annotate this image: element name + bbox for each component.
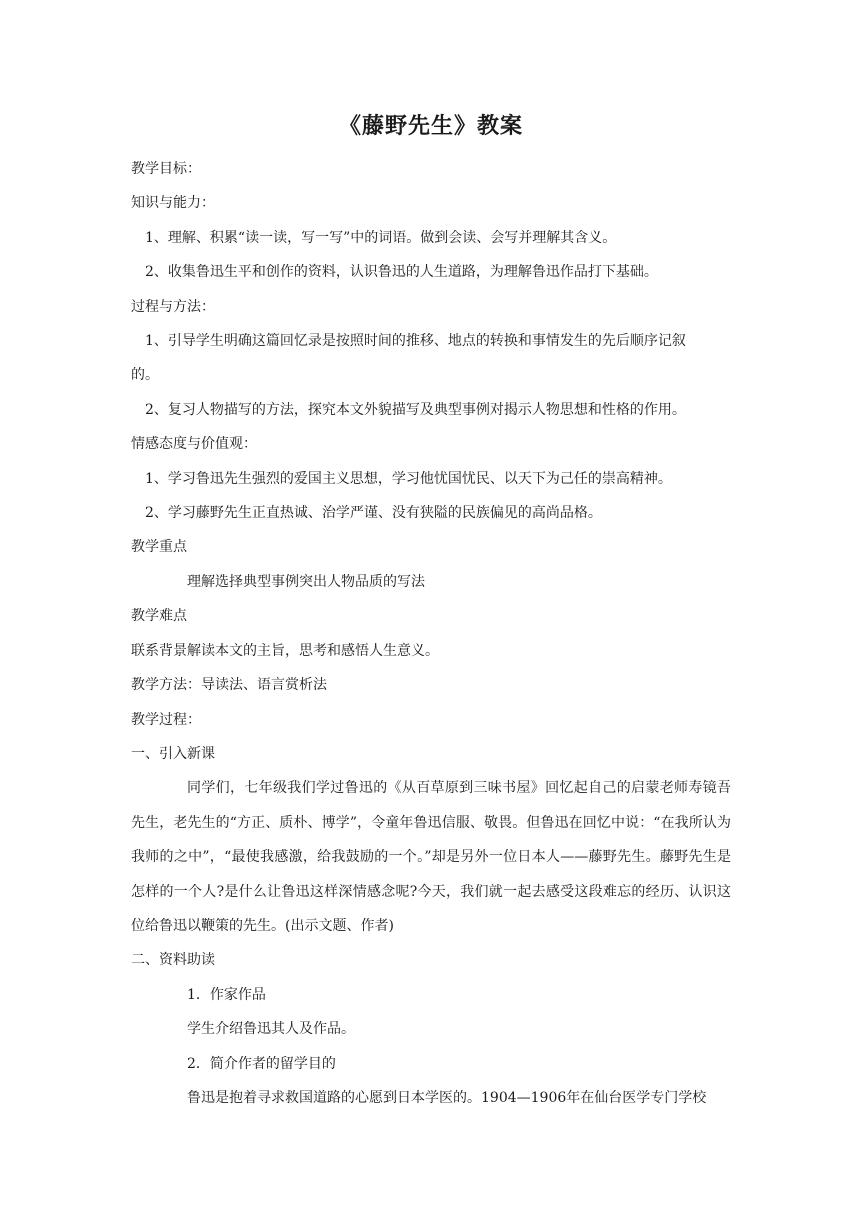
materials-item: 1．作家作品 bbox=[187, 986, 266, 1003]
teaching-methods: 教学方法：导读法、语言赏析法 bbox=[131, 677, 327, 694]
heading-process-method: 过程与方法： bbox=[131, 298, 215, 315]
heading-teaching-goals: 教学目标： bbox=[131, 161, 201, 177]
document-page bbox=[131, 110, 731, 1115]
key-point-text: 理解选择典型事例突出人物品质的写法 bbox=[187, 573, 425, 590]
difficulty-text: 联系背景解读本文的主旨，思考和感悟人生意义。 bbox=[131, 642, 439, 659]
intro-paragraph: 同学们，七年级我们学过鲁迅的《从百草原到三味书屋》回忆起自己的启蒙老师寿镜吾先生，老先生的“方正、质朴、博学”，令童年鲁迅信服、敬畏。但鲁迅在回忆中说：“在我所认为我师的之中”，“最使我感激，给我鼓励的一个。”却是另外一位日本人——藤野先生。藤野先生是怎样的一个人?是什么让鲁迅这样深情感念呢?今天，我们就一起去感受这段难忘的经历、认识这位给鲁迅以鞭策的先生。(出示文题、作者) bbox=[131, 780, 731, 934]
goal-item: 1、学习鲁迅先生强烈的爱国主义思想，学习他忧国忧民、以天下为己任的崇高精神。 bbox=[145, 470, 672, 487]
document-title: 《藤野先生》教案 bbox=[338, 114, 523, 139]
heading-difficulties: 教学难点 bbox=[131, 608, 187, 625]
goal-item: 1、理解、积累“读一读，写一写”中的词语。做到会读、会写并理解其含义。 bbox=[145, 229, 617, 246]
goal-item: 2、学习藤野先生正直热诚、治学严谨、没有狭隘的民族偏见的高尚品格。 bbox=[145, 505, 602, 522]
heading-emotion-values: 情感态度与价值观： bbox=[131, 436, 257, 453]
materials-text: 学生介绍鲁迅其人及作品。 bbox=[187, 1021, 355, 1038]
section-heading-materials: 二、资料助读 bbox=[131, 952, 215, 969]
materials-text: 鲁迅是抱着寻求救国道路的心愿到日本学医的。1904—1906年在仙台医学专门学校 bbox=[187, 1089, 707, 1106]
heading-knowledge-ability: 知识与能力： bbox=[131, 195, 215, 212]
goal-item-continuation: 的。 bbox=[131, 367, 159, 384]
heading-teaching-process: 教学过程： bbox=[131, 711, 201, 728]
goal-item: 2、收集鲁迅生平和创作的资料，认识鲁迅的人生道路，为理解鲁迅作品打下基础。 bbox=[145, 264, 658, 281]
goal-item: 2、复习人物描写的方法，探究本文外貌描写及典型事例对揭示人物思想和性格的作用。 bbox=[145, 401, 686, 418]
goal-item: 1、引导学生明确这篇回忆录是按照时间的推移、地点的转换和事情发生的先后顺序记叙 bbox=[145, 333, 686, 350]
materials-item: 2．简介作者的留学目的 bbox=[187, 1055, 336, 1072]
heading-key-points: 教学重点 bbox=[131, 539, 187, 556]
section-heading-intro: 一、引入新课 bbox=[131, 745, 215, 762]
